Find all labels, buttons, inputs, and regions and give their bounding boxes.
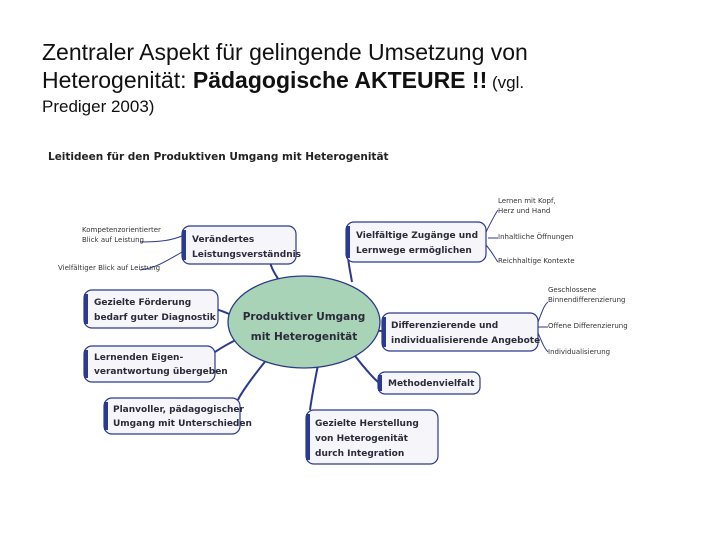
node-zugaenge (346, 222, 486, 262)
leaf-lernen-line-1: Lernen mit Kopf, (498, 197, 556, 205)
node-text: Vielfältige Zugänge und (356, 231, 479, 241)
leaf-lernen-line-2: Herz und Hand (498, 207, 551, 215)
leaf-vielfaeltiger-blick: Vielfältiger Blick auf Leistung (58, 264, 161, 272)
link-herstellung (310, 365, 318, 410)
node-text: von Heterogenität (315, 434, 408, 444)
link-planvoller (238, 358, 268, 400)
node-methodenvielfalt (378, 372, 480, 394)
node-text: Lernwege ermöglichen (356, 246, 472, 256)
node-text: durch Integration (315, 449, 405, 459)
node-herstellung (306, 410, 438, 464)
node-accent-bar (382, 317, 386, 347)
leaf-offene: Offene Differenzierung (548, 322, 628, 330)
title-bold-text: Pädagogische AKTEURE !! (192, 67, 488, 93)
node-accent-bar (84, 294, 88, 324)
node-box (346, 222, 486, 262)
node-veraendertes (182, 226, 301, 264)
leaf-oeffnungen: Inhaltliche Öffnungen (498, 233, 574, 241)
title-citation-start: (vgl. (487, 73, 525, 92)
node-text: Leistungsverständnis (192, 250, 302, 260)
leaf-line-kontexte (486, 245, 498, 262)
node-accent-bar (306, 414, 310, 460)
node-text: verantwortung übergeben (94, 367, 228, 377)
node-text: Lernenden Eigen- (94, 353, 184, 363)
node-planvoller (104, 398, 252, 434)
node-accent-bar (182, 230, 186, 260)
node-accent-bar (84, 350, 88, 378)
node-text: Gezielte Herstellung (315, 419, 419, 429)
leaf-line-lernen (486, 210, 498, 232)
node-eigenverantwortung (84, 346, 228, 382)
leaf-geschlossene-line-2: Binnendifferenzierung (548, 296, 626, 304)
node-accent-bar (346, 226, 350, 258)
leaf-kontexte: Reichhaltige Kontexte (498, 257, 575, 265)
node-text: Verändertes (192, 235, 255, 245)
node-accent-bar (378, 375, 382, 391)
node-text: Methodenvielfalt (388, 379, 475, 389)
leaf-geschlossene-line-1: Geschlossene (548, 286, 597, 294)
diagram-title: Leitideen für den Produktiven Umgang mit Heterogenität (48, 151, 389, 163)
center-line-2: mit Heterogenität (250, 331, 358, 343)
leaf-kompetenz-line-2: Blick auf Leistung (82, 236, 144, 244)
node-differenzierende (382, 313, 540, 351)
center-line-1: Produktiver Umgang (242, 311, 366, 323)
slide-title-line-3: Prediger 2003) (42, 97, 155, 116)
node-text: individualisierende Angebote (391, 336, 541, 346)
leaf-kompetenz-line-1: Kompetenzorientierter (82, 226, 161, 234)
node-text: Gezielte Förderung (94, 298, 192, 308)
node-text: Umgang mit Unterschieden (113, 419, 252, 429)
title-plain-text: Heterogenität: (42, 67, 193, 93)
node-accent-bar (104, 402, 108, 430)
node-text: bedarf guter Diagnostik (94, 313, 216, 323)
leaf-line-geschlossene (538, 302, 548, 322)
link-methodenvielfalt (352, 352, 378, 382)
node-text: Planvoller, pädagogischer (113, 405, 244, 415)
leaf-individualisierung: Individualisierung (548, 348, 611, 356)
leaf-line-kompetenz (140, 236, 182, 242)
node-text: Differenzierende und (391, 321, 499, 331)
slide-title-line-1: Zentraler Aspekt für gelingende Umsetzung von (42, 39, 528, 65)
node-foerderung (84, 290, 218, 328)
